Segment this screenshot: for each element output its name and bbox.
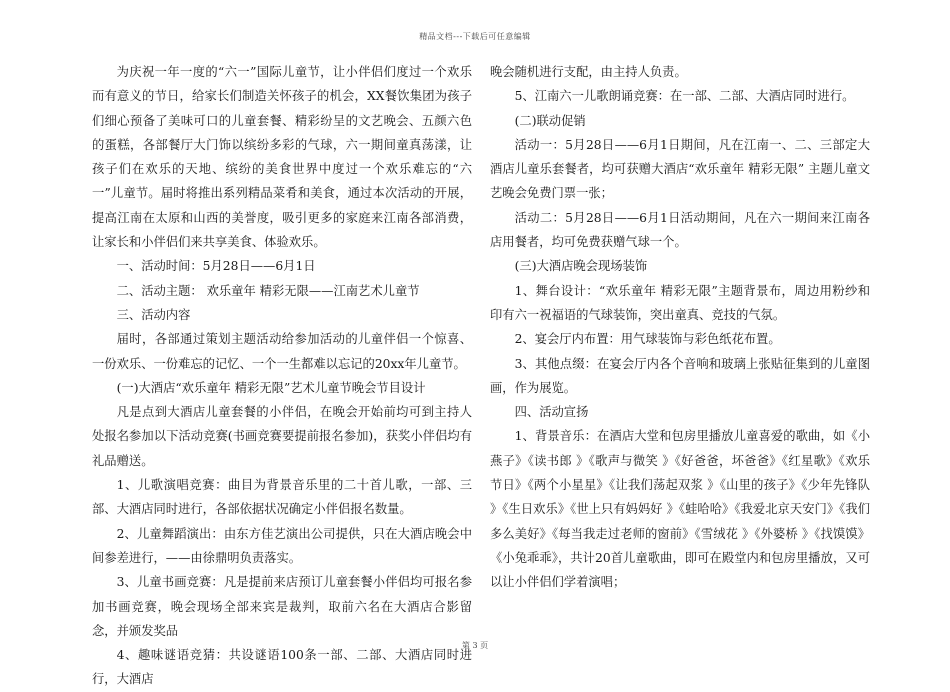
paragraph: 2、宴会厅内布置：用气球装饰与彩色纸花布置。 (514, 332, 781, 347)
paragraph: (一)大酒店“欢乐童年 精彩无限”艺术儿童节晚会节目设计 (116, 380, 426, 395)
paragraph: 2、儿童舞蹈演出：由东方佳艺演出公司提供，只在大酒店晚会中间参差进行，——由徐鼎明负责落实。 (92, 526, 472, 565)
paragraph: 晚会随机进行支配，由主持人负责。 (490, 65, 687, 79)
paragraph: 凡是点到大酒店儿童套餐的小伴侣，在晚会开始前均可到主持人处报名参加以下活动竞赛(书画竞赛要提前报名参加)，获奖小伴侣均有礼品赠送。 (92, 405, 472, 468)
paragraph: (三)大酒店晚会现场装饰 (514, 259, 648, 274)
paragraph: 为庆祝一年一度的“六一”国际儿童节，让小伴侣们度过一个欢乐而有意义的节日，给家长们制造关怀孩子的机会，XX餐饮集团为孩子们细心预备了美味可口的儿童套餐、精彩纷呈的文艺晚会、五颜六色的蛋糕，各部餐厅大门饰以缤纷多彩的气球，六一期间童真荡漾，让孩子们在欢乐的天地、缤纷的美食世界中度过一个欢乐难忘的“六一”儿童节。届时将推出系列精品菜肴和美食，通过本次活动的开展，提高江南在太原和山西的美誉度，吸引更多的家庭来江南各部消费，让家长和小伴侣们来共享美食、体验欢乐。 (92, 65, 472, 250)
page-number: 第 3 页 (461, 641, 489, 650)
paragraph: 1、背景音乐：在酒店大堂和包房里播放儿童喜爱的歌曲，如《小燕子》《读书郎 》《歌声与微笑 》《好爸爸，坏爸爸》《红星歌》《欢乐节日》《两个小星星》《让我们荡起双浆 》《山里的孩子》《少年先锋队 》《生日欢乐》《世上只有妈妈好 》《蛙哈哈》《我爱北京天安门》《我们多么美好》《每当我走过老师的窗前》《雪绒花 》《外婆桥 》《找馍馍》《小兔乖乖》，共计20首儿童歌曲，即可在殿堂内和包房里播放，又可以让小伴侣们学着演唱； (490, 429, 870, 590)
paragraph: 1、儿歌演唱竞赛：曲目为背景音乐里的二十首儿歌，一部、三部、大酒店同时进行，各部依据状况确定小伴侣报名数量。 (92, 478, 472, 517)
paragraph: 活动一：5月28日——6月1日期间，凡在江南一、二、三部定大酒店儿童乐套餐者，均可获赠大酒店“欢乐童年 精彩无限” 主题儿童文艺晚会免费门票一张； (490, 137, 870, 201)
paragraph: 三、活动内容 (116, 307, 191, 322)
paragraph: 活动二：5月28日——6月1日活动期间，凡在六一期间来江南各店用餐者，均可免费获赠气球一个。 (490, 210, 870, 250)
paragraph: 4、趣味谜语竞猜：共设谜语100条一部、二部、大酒店同时进行，大酒店 (92, 648, 472, 687)
paragraph: 四、活动宣扬 (514, 405, 589, 420)
paragraph: 3、其他点缀：在宴会厅内各个音响和玻璃上张贴征集到的儿童图画，作为展览。 (490, 356, 870, 395)
paragraph: (二)联动促销 (514, 113, 586, 128)
right-column (490, 60, 870, 595)
paragraph: 3、儿童书画竞赛：凡是提前来店预订儿童套餐小伴侣均可报名参加书画竞赛，晚会现场全部来宾是裁判，取前六名在大酒店合影留念，并颁发奖品 (92, 575, 472, 638)
paragraph: 一、活动时间：5月28日——6月1日 (116, 259, 316, 274)
paragraph: 届时，各部通过策划主题活动给参加活动的儿童伴侣一个惊喜、一份欢乐、一份难忘的记忆、一个一生都难以忘记的20xx年儿童节。 (92, 332, 472, 371)
page-header: 精品文档---下载后可任意编辑 (419, 32, 531, 41)
paragraph: 1、舞台设计：“欢乐童年 精彩无限”主题背景布，周边用粉纱和印有六一祝福语的气球装饰，突出童真、竞技的气氛。 (490, 283, 870, 322)
left-column (92, 60, 472, 692)
paragraph: 5、江南六一儿歌朗诵竞赛：在一部、二部、大酒店同时进行。 (514, 89, 855, 104)
paragraph: 二、活动主题： 欢乐童年 精彩无限——江南艺术儿童节 (116, 283, 420, 298)
